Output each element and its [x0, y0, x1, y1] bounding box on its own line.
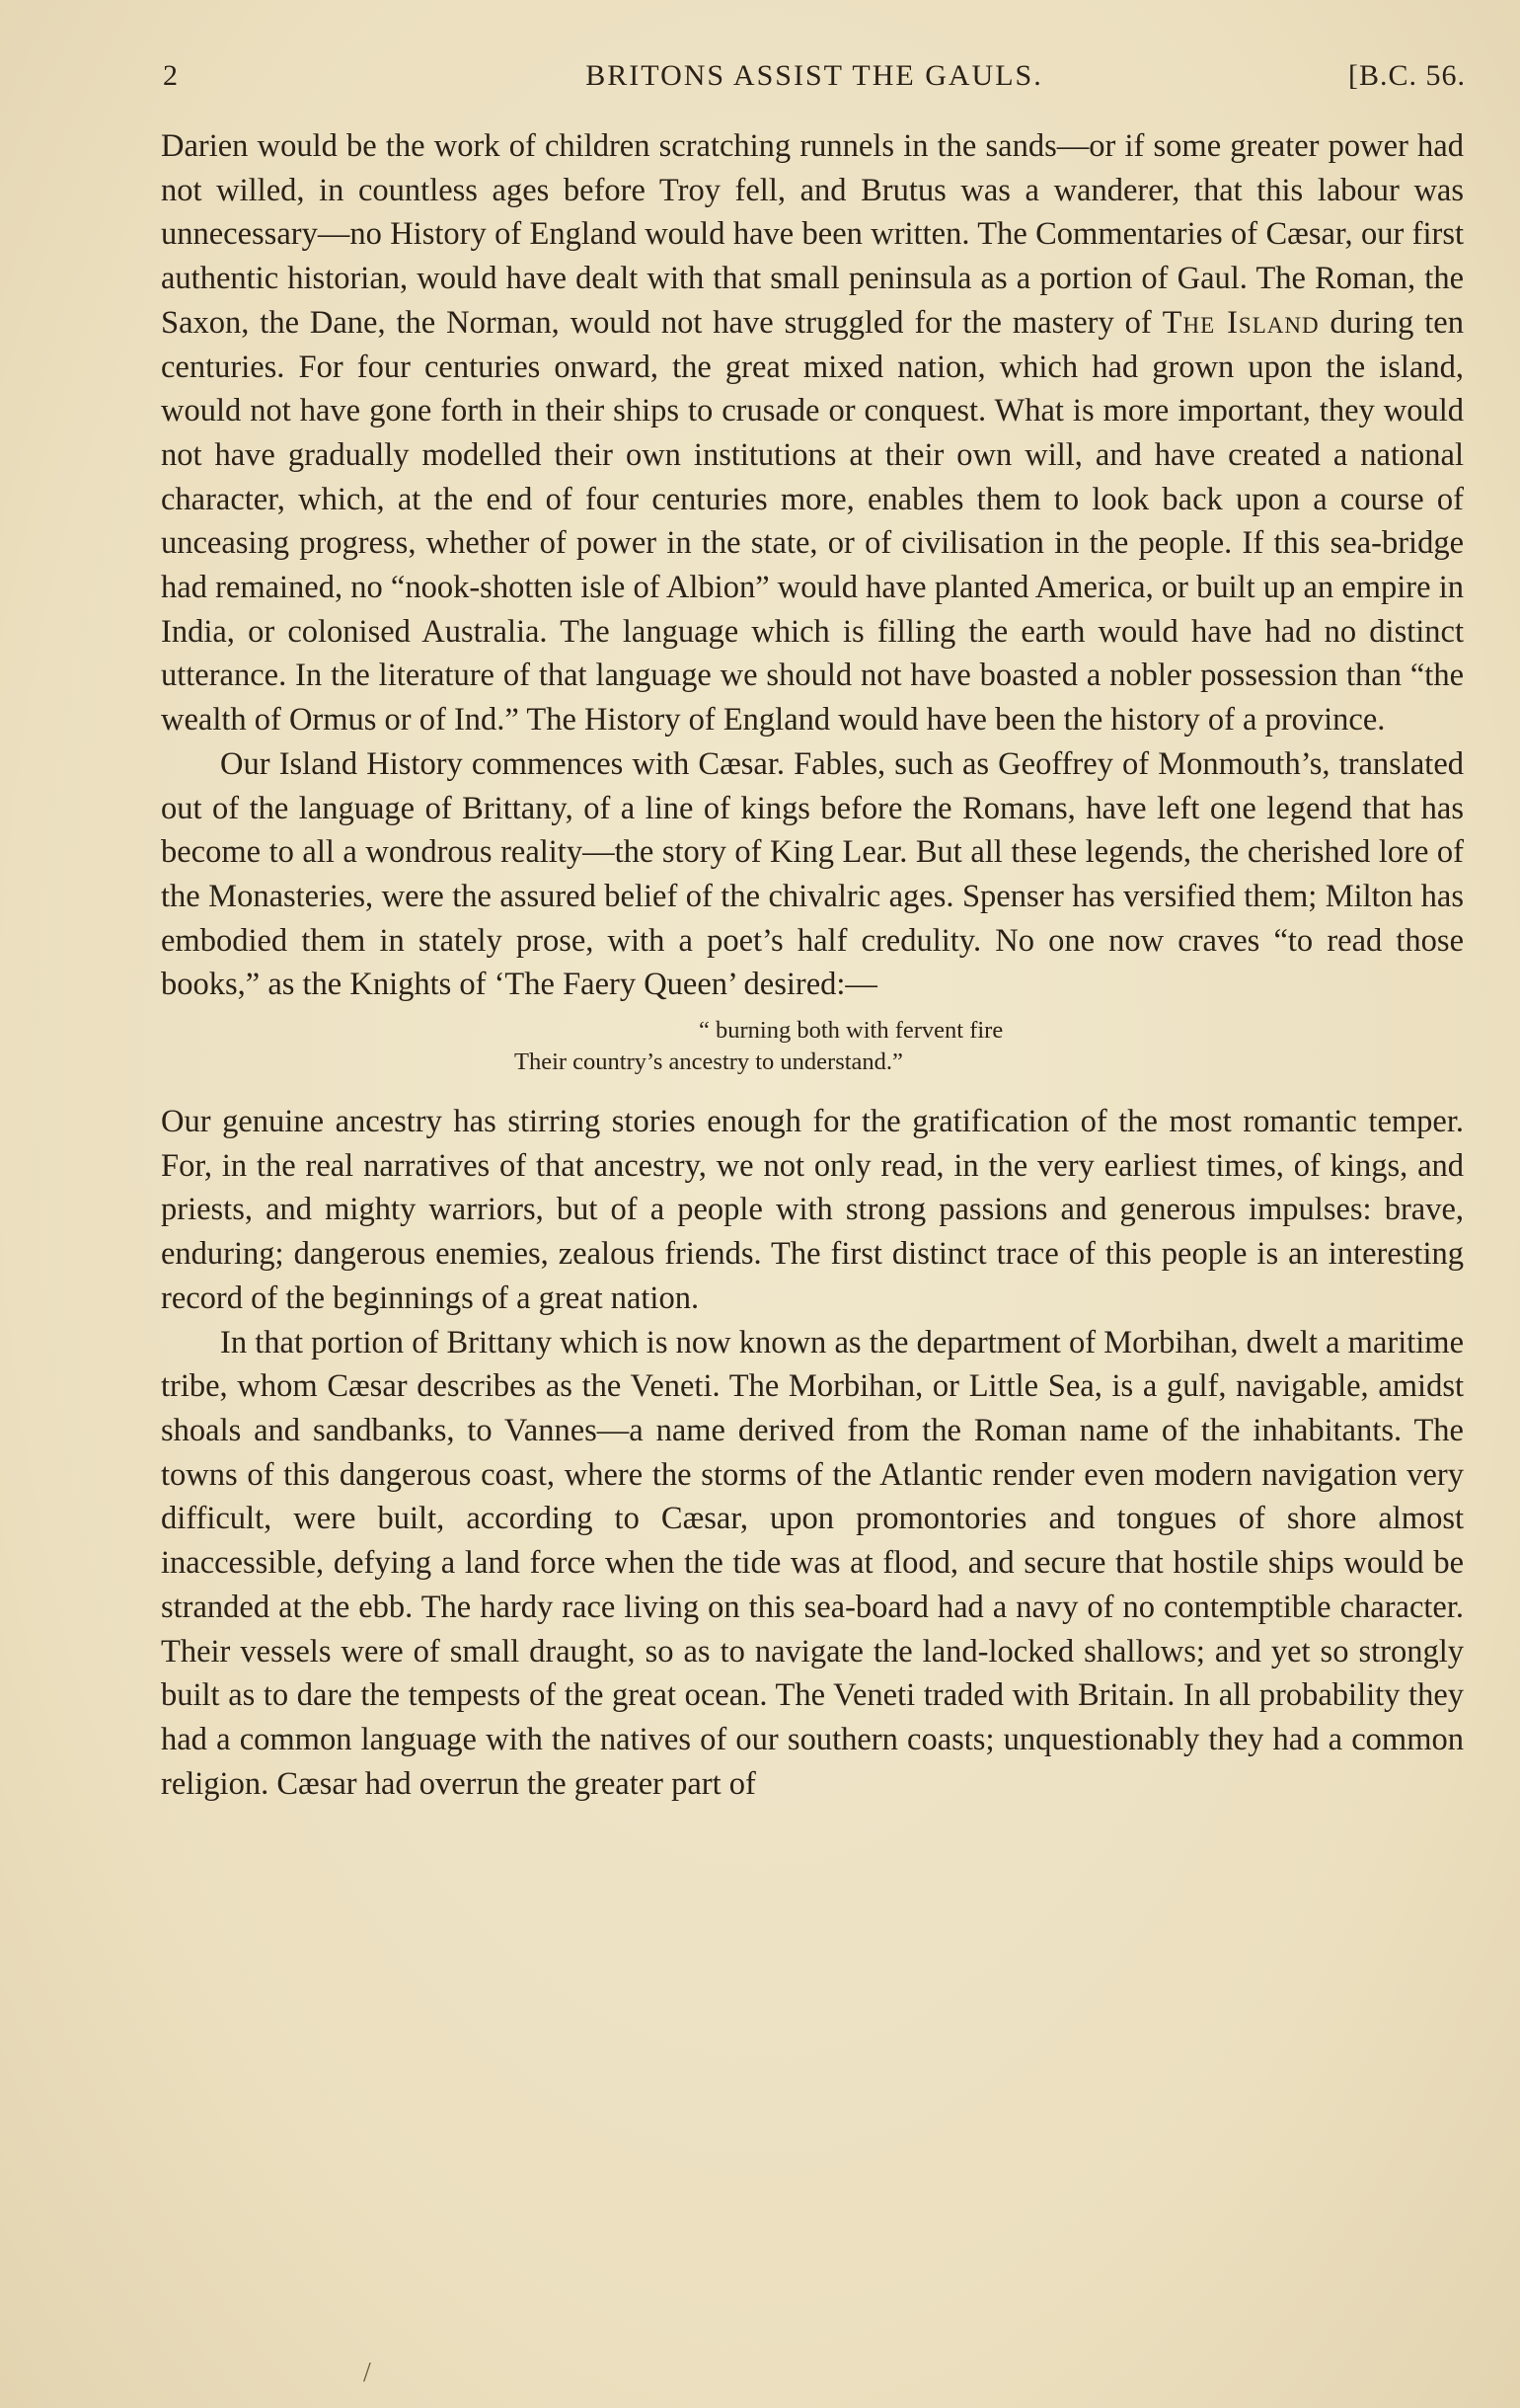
paragraph-2: Our Island History commences with Cæsar. Fables, such as Geoffrey of Monmouth’s, translated out of the language of Brittany, of a line of kings before the Romans, have left one legend that has become to all a wondrous reality—the story of King Lear. But all these legends, the cherished lore of the Monasteries, were the assured belief of the chivalric ages. Spenser has versified them; Milton has embodied them in stately prose, with a poet’s half credulity. No one now craves “to read those books,” as the Knights of ‘The Faery Queen’ desired:— — [161, 745, 1464, 1003]
running-title: BRITONS ASSIST THE GAULS. — [585, 59, 1043, 92]
running-header — [163, 55, 1466, 105]
paragraph-1-end: during ten centuries. For four centuries onward, the great mixed nation, which had grown upon the island, would not have gone forth in their ships to crusade or conquest. What is more important, they would not have gradually modelled their own institutions at their own will, and have created a national character, which, at the end of four centuries more, enables them to look back upon a course of unceasing progress, whether of power in the state, or of civilisation in the people. If this sea-bridge had remained, no “nook-shotten isle of Albion” would have planted America, or built up an empire in India, or colonised Australia. The language which is filling the earth would have had no distinct utterance. In the literature of that language we should not have boasted a nobler possession than “the wealth of Ormus or of Ind.” The History of England would have been the history of a province. — [161, 304, 1464, 738]
paragraph-3: Our genuine ancestry has stirring stories enough for the gratification of the most romantic temper. For, in the real narratives of that ancestry, we not only read, in the very earliest times, of kings, and priests, and mighty warriors, but of a people with strong passions and generous impulses: brave, enduring; dangerous enemies, zealous friends. The first distinct trace of this people is an interesting record of the beginnings of a great nation. — [161, 1104, 1464, 1316]
the-island-smallcaps: The Island — [1162, 304, 1320, 341]
verse-quotation — [161, 1015, 1464, 1078]
quote-line-2: Their country’s ancestry to understand.” — [514, 1049, 903, 1076]
paragraph-1 — [161, 124, 1464, 742]
date-range: [B.C. 56. — [1347, 59, 1466, 92]
paragraph-4: In that portion of Brittany which is now known as the department of Morbihan, dwelt a maritime tribe, whom Cæsar describes as the Veneti. The Morbihan, or Little Sea, is a gulf, navigable, amidst shoals and sandbanks, to Vannes—a name derived from the Roman name of the inhabitants. The towns of this dangerous coast, where the storms of the Atlantic render even modern navigation very difficult, were built, according to Cæsar, upon promontories and tongues of shore almost inaccessible, defying a land force when the tide was at flood, and secure that hostile ships would be stranded at the ebb. The hardy race living on this sea-board had a navy of no contemptible character. Their vessels were of small draught, so as to navigate the land-locked shallows; and yet so strongly built as to dare the tempests of the great ocean. The Veneti traded with Britain. In all probability they had a common language with the natives of our southern coasts; unquestionably they had a common religion. Cæsar had overrun the greater part of — [161, 1324, 1464, 1802]
page-number: 2 — [163, 59, 179, 92]
quote-line-1: “ burning both with fervent fire — [699, 1017, 1004, 1045]
body-text — [161, 124, 1464, 1806]
paragraph-1-start: Darien would be the work of children scratching runnels in the sands—or if some greater power had not willed, in countless ages before Troy fell, and Brutus was a wanderer, that this labour was unnecessary—no History of England would have been written. The Commentaries of Cæsar, our first authentic historian, would have dealt with that small peninsula as a portion of Gaul. The Roman, the Saxon, the Dane, the Norman, would not have struggled for the mastery of — [161, 128, 1464, 341]
stray-mark: / — [363, 2358, 371, 2388]
